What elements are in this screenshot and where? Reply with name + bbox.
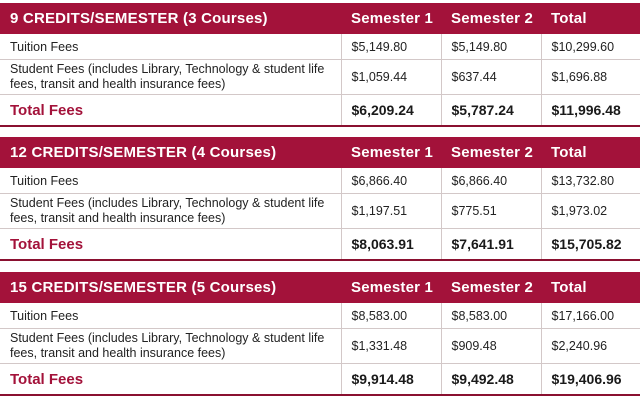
- row-label: Tuition Fees: [0, 303, 341, 329]
- total-label: Total Fees: [0, 229, 341, 261]
- semester-1-value: $1,331.48: [341, 329, 441, 364]
- column-header-semester-2: Semester 2: [441, 272, 541, 303]
- semester-2-total: $7,641.91: [441, 229, 541, 261]
- semester-1-value: $6,866.40: [341, 168, 441, 194]
- table-row-total-fees: [0, 364, 640, 396]
- row-label: Student Fees (includes Library, Technology & student life fees, transit and health insurance fees): [0, 329, 341, 364]
- table-row-tuition: [0, 303, 640, 329]
- semester-2-value: $909.48: [441, 329, 541, 364]
- semester-1-total: $9,914.48: [341, 364, 441, 396]
- section-title: 9 CREDITS/SEMESTER (3 Courses): [0, 3, 341, 34]
- table-header: [0, 3, 640, 34]
- table-header: [0, 272, 640, 303]
- semester-2-value: $775.51: [441, 194, 541, 229]
- grand-total: $19,406.96: [541, 364, 640, 396]
- fee-table-15-credits: [0, 272, 640, 396]
- table-row-tuition: [0, 168, 640, 194]
- semester-1-value: $8,583.00: [341, 303, 441, 329]
- total-value: $13,732.80: [541, 168, 640, 194]
- semester-1-value: $1,059.44: [341, 60, 441, 95]
- column-header-semester-1: Semester 1: [341, 3, 441, 34]
- column-header-total: Total: [541, 3, 640, 34]
- row-label: Student Fees (includes Library, Technology & student life fees, transit and health insurance fees): [0, 194, 341, 229]
- fee-table-12-credits: [0, 137, 640, 261]
- total-value: $17,166.00: [541, 303, 640, 329]
- grand-total: $15,705.82: [541, 229, 640, 261]
- table-row-student-fees: [0, 329, 640, 364]
- column-header-total: Total: [541, 272, 640, 303]
- total-value: $1,973.02: [541, 194, 640, 229]
- table-row-total-fees: [0, 229, 640, 261]
- column-header-semester-1: Semester 1: [341, 272, 441, 303]
- total-value: $10,299.60: [541, 34, 640, 60]
- grand-total: $11,996.48: [541, 95, 640, 127]
- semester-1-total: $6,209.24: [341, 95, 441, 127]
- semester-2-total: $9,492.48: [441, 364, 541, 396]
- total-value: $2,240.96: [541, 329, 640, 364]
- table-header: [0, 137, 640, 168]
- section-title: 12 CREDITS/SEMESTER (4 Courses): [0, 137, 341, 168]
- total-label: Total Fees: [0, 95, 341, 127]
- table-row-student-fees: [0, 194, 640, 229]
- semester-2-value: $5,149.80: [441, 34, 541, 60]
- column-header-total: Total: [541, 137, 640, 168]
- table-row-total-fees: [0, 95, 640, 127]
- table-row-student-fees: [0, 60, 640, 95]
- semester-1-value: $1,197.51: [341, 194, 441, 229]
- total-label: Total Fees: [0, 364, 341, 396]
- fee-table-9-credits: [0, 3, 640, 127]
- row-label: Tuition Fees: [0, 168, 341, 194]
- column-header-semester-2: Semester 2: [441, 3, 541, 34]
- semester-1-value: $5,149.80: [341, 34, 441, 60]
- table-row-tuition: [0, 34, 640, 60]
- semester-2-value: $637.44: [441, 60, 541, 95]
- column-header-semester-2: Semester 2: [441, 137, 541, 168]
- section-title: 15 CREDITS/SEMESTER (5 Courses): [0, 272, 341, 303]
- semester-2-total: $5,787.24: [441, 95, 541, 127]
- semester-2-value: $8,583.00: [441, 303, 541, 329]
- semester-2-value: $6,866.40: [441, 168, 541, 194]
- total-value: $1,696.88: [541, 60, 640, 95]
- row-label: Student Fees (includes Library, Technology & student life fees, transit and health insurance fees): [0, 60, 341, 95]
- row-label: Tuition Fees: [0, 34, 341, 60]
- column-header-semester-1: Semester 1: [341, 137, 441, 168]
- semester-1-total: $8,063.91: [341, 229, 441, 261]
